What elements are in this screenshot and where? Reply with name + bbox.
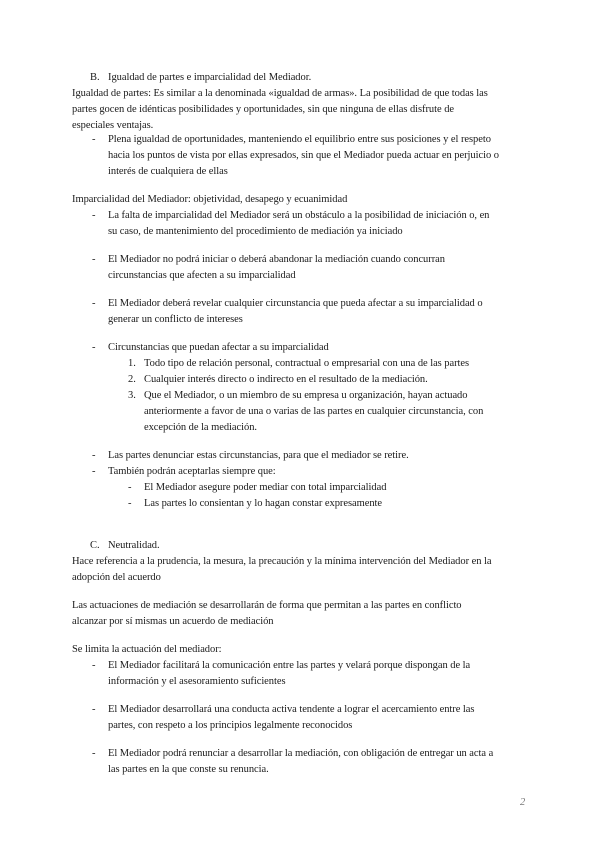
c-bullet2-line-1: El Mediador desarrollará una conducta activa tendente a lograr el acercamiento entre las: [108, 704, 475, 715]
imp-bullet4: Circunstancias que puedan afectar a su imparcialidad: [108, 342, 329, 353]
imp-bullet2-line-2: circunstancias que afecten a su imparcialidad: [108, 270, 296, 281]
imp-bullet3-line-2: generar un conflicto de intereses: [108, 314, 243, 325]
intro-line-1: Igualdad de partes: Es similar a la denominada «igualdad de armas». La posibilidad de que todas las: [72, 88, 488, 99]
sub-bullet-1: El Mediador asegure poder mediar con total imparcialidad: [144, 482, 387, 493]
c-bullet3-line-1: El Mediador podrá renunciar a desarrollar la mediación, con obligación de entregar un acta a: [108, 748, 494, 759]
numbered-marker: 2.: [128, 374, 136, 385]
para2-line-1: Las actuaciones de mediación se desarrollarán de forma que permitan a las partes en conflicto: [72, 600, 462, 611]
bullet1-line-2: hacia los puntos de vista por ellas expresados, sin que el Mediador pueda actuar en perjuicio o: [108, 150, 499, 161]
para1-line-2: adopción del acuerdo: [72, 572, 161, 583]
bullet1-line-1: Plena igualdad de oportunidades, manteniendo el equilibrio entre sus posiciones y el respeto: [108, 134, 491, 145]
bullet-dash: -: [92, 466, 96, 477]
numbered-item-2: Cualquier interés directo o indirecto en el resultado de la mediación.: [144, 374, 428, 385]
bullet-dash: -: [92, 254, 96, 265]
bullet-dash: -: [92, 298, 96, 309]
bullet-dash: -: [92, 210, 96, 221]
numbered-item-3-line-2: anteriormente a favor de una o varias de las partes en cualquier circunstancia, con: [144, 406, 484, 417]
para1-line-1: Hace referencia a la prudencia, la mesura, la precaución y la mínima intervención del Mediador en la: [72, 556, 492, 567]
bullet-dash: -: [92, 134, 96, 145]
bullet-dash: -: [92, 450, 96, 461]
sub-bullet-dash: -: [128, 498, 132, 509]
imp-bullet1-line-1: La falta de imparcialidad del Mediador será un obstáculo a la posibilidad de iniciación o, en: [108, 210, 490, 221]
bullet1-line-3: interés de cualquiera de ellas: [108, 166, 228, 177]
c-bullet2-line-2: partes, con respeto a los principios legalmente reconocidos: [108, 720, 353, 731]
imp-bullet2-line-1: El Mediador no podrá iniciar o deberá abandonar la mediación cuando concurran: [108, 254, 445, 265]
para2-line-2: alcanzar por sí mismas un acuerdo de mediación: [72, 616, 274, 627]
intro-line-3: especiales ventajas.: [72, 120, 154, 131]
numbered-marker: 3.: [128, 390, 136, 401]
imp-bullet6: También podrán aceptarlas siempre que:: [108, 466, 276, 477]
c-bullet3-line-2: las partes en la que conste su renuncia.: [108, 764, 269, 775]
intro-line-2: partes gocen de idénticas posibilidades y oportunidades, sin que ninguna de ellas disfrute de: [72, 104, 455, 115]
bullet-dash: -: [92, 660, 96, 671]
section-c-marker: C.: [90, 540, 100, 551]
bullet-dash: -: [92, 748, 96, 759]
page-number: 2: [520, 797, 526, 808]
imp-bullet1-line-2: su caso, de mantenimiento del procedimiento de mediación ya iniciado: [108, 226, 403, 237]
bullet-dash: -: [92, 342, 96, 353]
c-bullet1-line-1: El Mediador facilitará la comunicación entre las partes y velará porque dispongan de la: [108, 660, 471, 671]
sub-bullet-2: Las partes lo consientan y lo hagan constar expresamente: [144, 498, 383, 509]
numbered-item-3-line-1: Que el Mediador, o un miembro de su empresa u organización, hayan actuado: [144, 390, 468, 401]
imp-bullet3-line-1: El Mediador deberá revelar cualquier circunstancia que pueda afectar a su imparcialidad o: [108, 298, 483, 309]
section-b-marker: B.: [90, 72, 100, 83]
section-b-title: Igualdad de partes e imparcialidad del Mediador.: [108, 72, 312, 83]
numbered-item-3-line-3: excepción de la mediación.: [144, 422, 257, 433]
numbered-marker: 1.: [128, 358, 136, 369]
numbered-item-1: Todo tipo de relación personal, contractual o empresarial con una de las partes: [144, 358, 470, 369]
sub-bullet-dash: -: [128, 482, 132, 493]
c-bullet1-line-2: información y el asesoramiento suficientes: [108, 676, 286, 687]
section-c-title: Neutralidad.: [108, 540, 160, 551]
limit-heading: Se limita la actuación del mediador:: [72, 644, 222, 655]
bullet-dash: -: [92, 704, 96, 715]
imparcialidad-heading: Imparcialidad del Mediador: objetividad, desapego y ecuanimidad: [72, 194, 348, 205]
imp-bullet5: Las partes denunciar estas circunstancias, para que el mediador se retire.: [108, 450, 409, 461]
